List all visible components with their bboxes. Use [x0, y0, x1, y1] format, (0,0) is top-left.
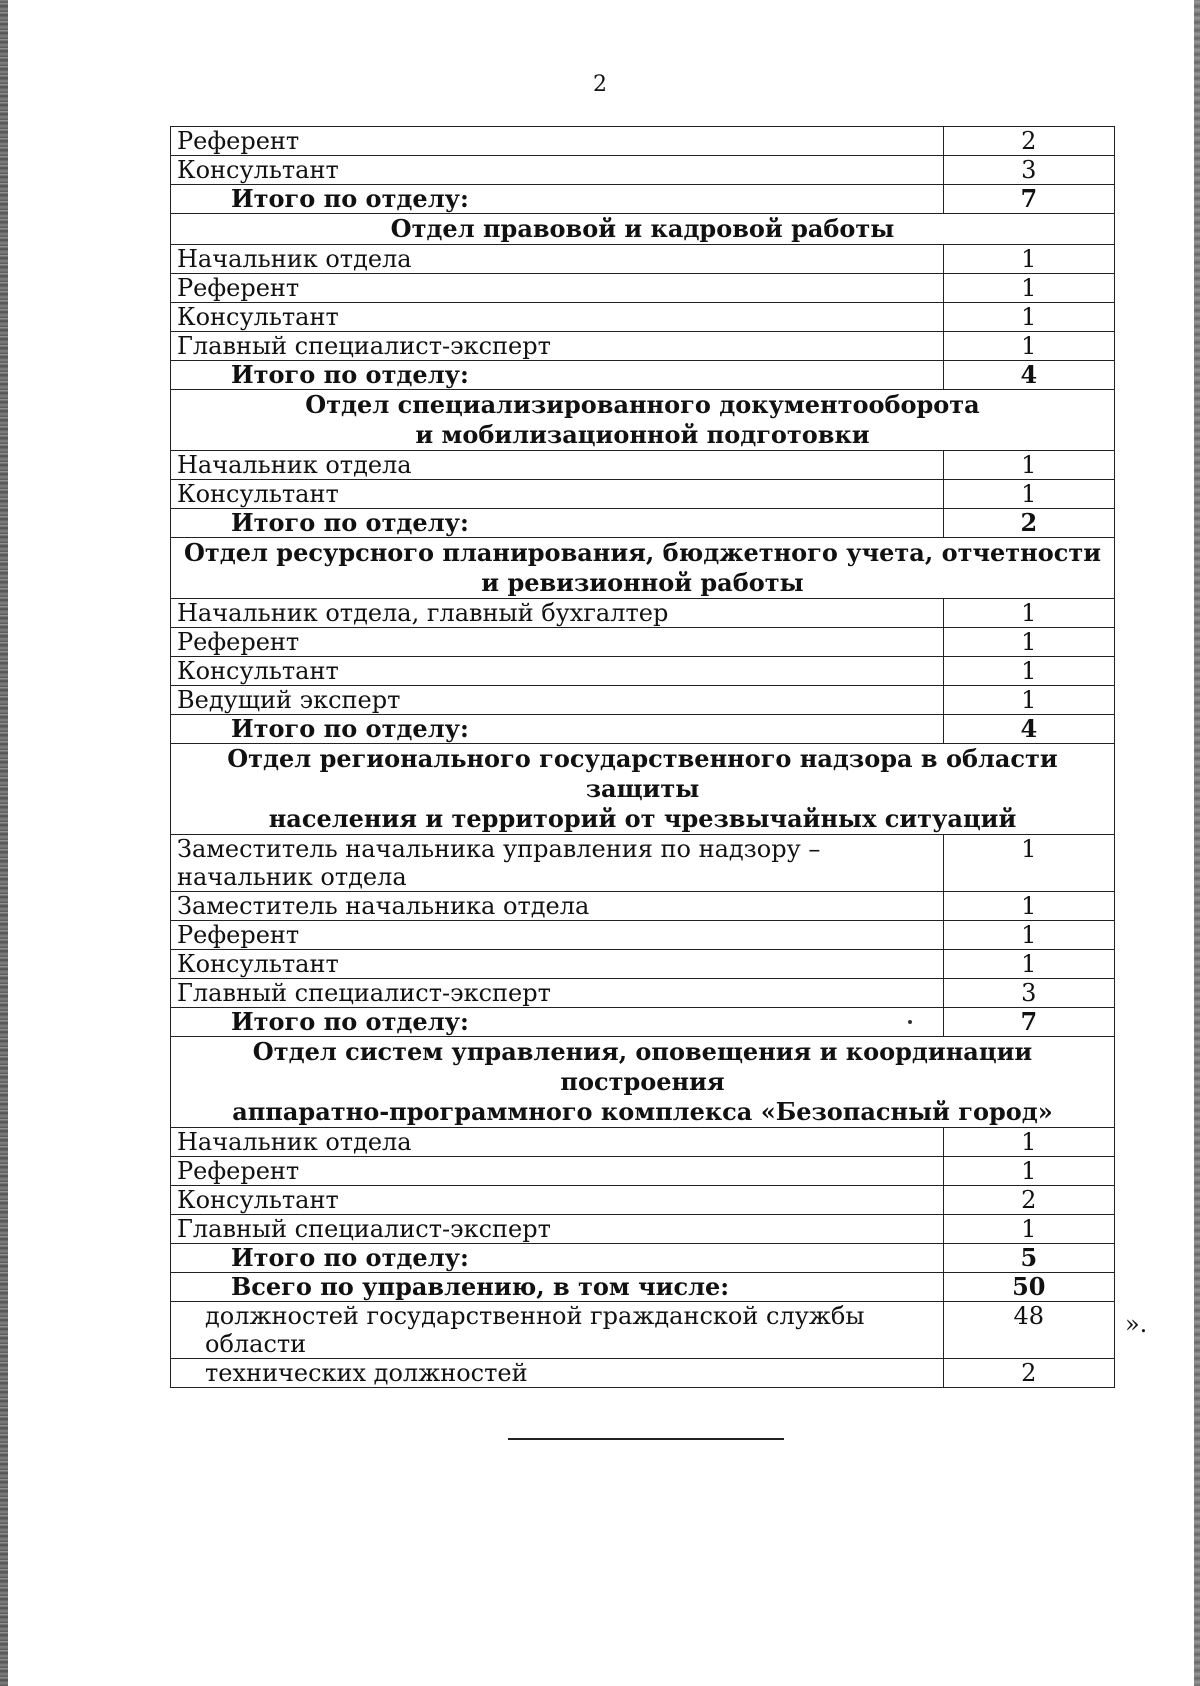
position-count: 1: [943, 892, 1114, 921]
position-name: Референт: [171, 628, 944, 657]
position-name: Консультант: [171, 1186, 944, 1215]
department-header-line: населения и территорий от чрезвычайных ситуаций: [268, 804, 1017, 833]
department-header-row: [171, 538, 1115, 599]
position-count: 1: [943, 950, 1114, 979]
end-line: [508, 1438, 784, 1440]
total-label: Итого по отделу:: [171, 715, 944, 744]
position-count: 1: [943, 657, 1114, 686]
position-row: [171, 303, 1115, 332]
position-row: [171, 686, 1115, 715]
position-name: Начальник отдела: [171, 1128, 944, 1157]
department-header-line: Отдел регионального государственного надзора в области защиты: [227, 744, 1058, 803]
position-count: 1: [943, 1157, 1114, 1186]
position-row: [171, 1128, 1115, 1157]
position-name: Референт: [171, 127, 944, 156]
position-row: [171, 1157, 1115, 1186]
position-name: Главный специалист-эксперт: [171, 1215, 944, 1244]
department-header-row: [171, 1037, 1115, 1128]
position-name: Консультант: [171, 156, 944, 185]
position-count: 1: [943, 1128, 1114, 1157]
total-row: [171, 509, 1115, 538]
position-count: 2: [943, 1186, 1114, 1215]
total-label: Итого по отделу:: [171, 509, 944, 538]
breakdown-label: должностей государственной гражданской службы области: [171, 1302, 944, 1359]
position-name: Главный специалист-эксперт: [171, 332, 944, 361]
position-name: Референт: [171, 921, 944, 950]
department-header: [171, 1037, 1115, 1128]
department-header-row: [171, 214, 1115, 245]
position-name: Консультант: [171, 657, 944, 686]
position-name: Консультант: [171, 950, 944, 979]
position-row: [171, 332, 1115, 361]
position-row: [171, 1215, 1115, 1244]
department-header: [171, 538, 1115, 599]
position-count: 1: [943, 628, 1114, 657]
total-count: 7: [943, 185, 1114, 214]
position-row: [171, 835, 1115, 892]
department-header-line: Отдел правовой и кадровой работы: [390, 214, 895, 243]
position-count: 1: [943, 835, 1114, 892]
position-name: Референт: [171, 274, 944, 303]
total-row: [171, 715, 1115, 744]
total-label: Итого по отделу:: [171, 1244, 944, 1273]
position-name: Начальник отдела: [171, 245, 944, 274]
scan-left-edge: [0, 0, 8, 1686]
position-row: [171, 892, 1115, 921]
position-name: Начальник отдела, главный бухгалтер: [171, 599, 944, 628]
breakdown-row: [171, 1359, 1115, 1388]
position-row: [171, 979, 1115, 1008]
position-row: [171, 921, 1115, 950]
position-row: [171, 274, 1115, 303]
position-count: 1: [943, 921, 1114, 950]
total-row: [171, 185, 1115, 214]
department-header-line: Отдел специализированного документооборота: [305, 390, 980, 419]
position-count: 3: [943, 979, 1114, 1008]
staff-table: [170, 126, 1115, 1388]
total-count: 50: [943, 1273, 1114, 1302]
total-count: 4: [943, 715, 1114, 744]
total-row: [171, 1244, 1115, 1273]
position-row: [171, 451, 1115, 480]
total-label: Итого по отделу:: [171, 361, 944, 390]
department-header: [171, 744, 1115, 835]
position-name: Заместитель начальника отдела: [171, 892, 944, 921]
position-row: [171, 245, 1115, 274]
department-header: [171, 214, 1115, 245]
department-header-line: и ревизионной работы: [481, 568, 804, 597]
position-count: 1: [943, 599, 1114, 628]
position-row: [171, 628, 1115, 657]
total-row: [171, 1008, 1115, 1037]
position-row: [171, 950, 1115, 979]
total-label: Итого по отделу:: [171, 185, 944, 214]
position-count: 1: [943, 332, 1114, 361]
total-label: Итого по отделу:: [171, 1008, 944, 1037]
department-header: [171, 390, 1115, 451]
position-row: [171, 599, 1115, 628]
position-row: [171, 480, 1115, 509]
position-name: Консультант: [171, 480, 944, 509]
breakdown-count: 48: [943, 1302, 1114, 1359]
scan-speck: [908, 1020, 912, 1024]
position-row: [171, 127, 1115, 156]
total-label: Всего по управлению, в том числе:: [171, 1273, 944, 1302]
position-count: 1: [943, 303, 1114, 332]
position-count: 2: [943, 127, 1114, 156]
position-name: Ведущий эксперт: [171, 686, 944, 715]
department-header-row: [171, 390, 1115, 451]
position-name: Референт: [171, 1157, 944, 1186]
breakdown-label: технических должностей: [171, 1359, 944, 1388]
position-name: Заместитель начальника управления по надзору – начальник отдела: [171, 835, 944, 892]
total-row: [171, 361, 1115, 390]
breakdown-row: [171, 1302, 1115, 1359]
closing-quote: ».: [1125, 1310, 1148, 1338]
position-count: 1: [943, 245, 1114, 274]
department-header-line: Отдел ресурсного планирования, бюджетного учета, отчетности: [183, 538, 1102, 567]
position-count: 1: [943, 686, 1114, 715]
department-header-row: [171, 744, 1115, 835]
scan-right-edge: [1194, 0, 1200, 1686]
department-header-line: аппаратно-программного комплекса «Безопасный город»: [232, 1097, 1053, 1126]
position-row: [171, 156, 1115, 185]
position-row: [171, 657, 1115, 686]
total-count: 4: [943, 361, 1114, 390]
position-row: [171, 1186, 1115, 1215]
position-count: 1: [943, 451, 1114, 480]
position-count: 1: [943, 480, 1114, 509]
position-count: 3: [943, 156, 1114, 185]
position-count: 1: [943, 274, 1114, 303]
total-row: [171, 1273, 1115, 1302]
total-count: 7: [943, 1008, 1114, 1037]
total-count: 2: [943, 509, 1114, 538]
position-name: Консультант: [171, 303, 944, 332]
position-name: Главный специалист-эксперт: [171, 979, 944, 1008]
position-name: Начальник отдела: [171, 451, 944, 480]
department-header-line: и мобилизационной подготовки: [415, 420, 870, 449]
staff-table-body: [171, 127, 1115, 1388]
total-count: 5: [943, 1244, 1114, 1273]
page-number: 2: [593, 72, 607, 97]
department-header-line: Отдел систем управления, оповещения и координации построения: [252, 1037, 1033, 1096]
position-count: 1: [943, 1215, 1114, 1244]
breakdown-count: 2: [943, 1359, 1114, 1388]
